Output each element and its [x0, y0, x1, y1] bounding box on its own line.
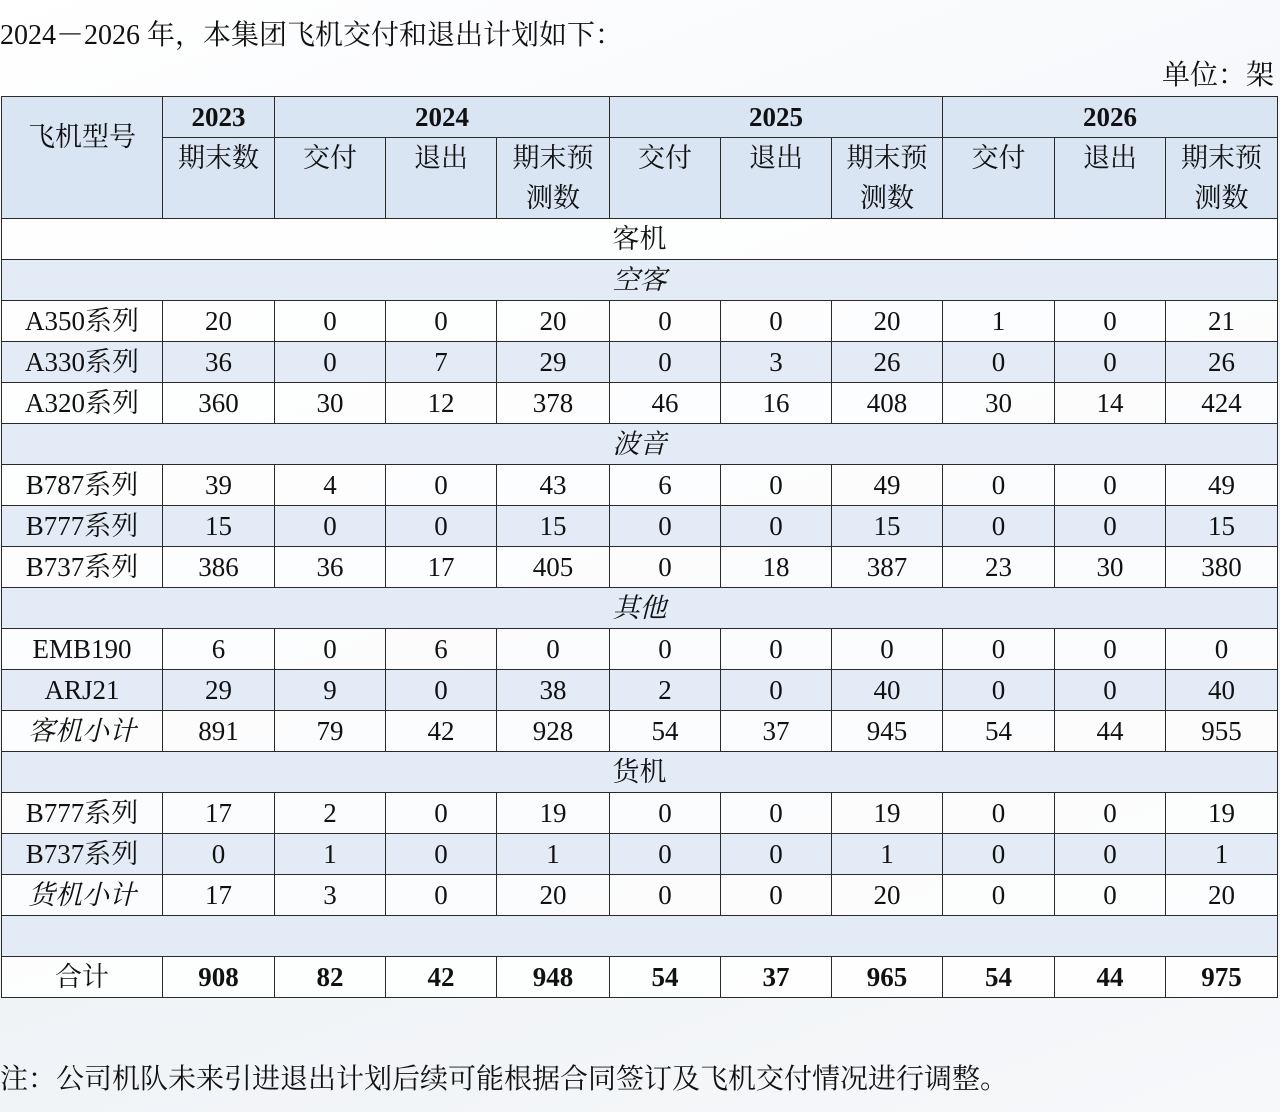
cell-deliver-2025: 0: [610, 547, 721, 588]
cell-deliver-2025: 0: [610, 506, 721, 547]
cell-forecast-2025: 945: [832, 711, 943, 752]
cell-deliver-2024: 82: [275, 957, 386, 998]
cell-end-count-2023: 29: [163, 670, 275, 711]
cell-forecast-2026: 955: [1166, 711, 1278, 752]
cell-end-count-2023: 17: [163, 793, 275, 834]
cell-aircraft-type: EMB190: [2, 629, 163, 670]
cell-deliver-2024: 0: [275, 342, 386, 383]
year-header-2024: 2024: [275, 97, 610, 138]
cell-forecast-2024: 378: [497, 383, 610, 424]
cell-forecast-2025: 26: [832, 342, 943, 383]
section-label-other: 其他: [2, 588, 1278, 629]
cell-forecast-2024: 38: [497, 670, 610, 711]
cell-forecast-2025: 49: [832, 465, 943, 506]
cell-deliver-2024: 1: [275, 834, 386, 875]
cell-retire-2026: 0: [1055, 301, 1166, 342]
cell-deliver-2026: 0: [943, 342, 1055, 383]
table-row: [2, 629, 1278, 670]
cell-deliver-2024: 0: [275, 301, 386, 342]
table-row-total: [2, 957, 1278, 998]
cell-retire-2026: 0: [1055, 793, 1166, 834]
cell-end-count-2023: 0: [163, 834, 275, 875]
cell-forecast-2026: 1: [1166, 834, 1278, 875]
cell-forecast-2024: 29: [497, 342, 610, 383]
cell-retire-2025: 0: [721, 506, 832, 547]
cell-forecast-2025: 387: [832, 547, 943, 588]
cell-retire-2025: 0: [721, 670, 832, 711]
section-label-airbus: 空客: [2, 260, 1278, 301]
table-row: [2, 465, 1278, 506]
col-header-retire-2025: 退出: [721, 138, 832, 219]
cell-forecast-2025: 965: [832, 957, 943, 998]
unit-label: 单位：架: [1161, 60, 1274, 91]
cell-retire-2025: 3: [721, 342, 832, 383]
table-row: [2, 547, 1278, 588]
cell-forecast-2024: 405: [497, 547, 610, 588]
cell-deliver-2026: 0: [943, 670, 1055, 711]
cell-deliver-2025: 0: [610, 834, 721, 875]
table-row: [2, 711, 1278, 752]
cell-retire-2024: 0: [386, 670, 497, 711]
table-row: [2, 342, 1278, 383]
empty-cell: [2, 916, 1278, 957]
cell-forecast-2024: 20: [497, 875, 610, 916]
cell-forecast-2025: 20: [832, 875, 943, 916]
cell-retire-2024: 12: [386, 383, 497, 424]
cell-retire-2024: 17: [386, 547, 497, 588]
cell-forecast-2026: 20: [1166, 875, 1278, 916]
cell-aircraft-type: A320系列: [2, 383, 163, 424]
cell-forecast-2024: 0: [497, 629, 610, 670]
cell-deliver-2026: 0: [943, 629, 1055, 670]
table-row: [2, 383, 1278, 424]
cell-forecast-2025: 40: [832, 670, 943, 711]
table-row: [2, 670, 1278, 711]
table-row: [2, 301, 1278, 342]
cell-retire-2025: 0: [721, 793, 832, 834]
cell-retire-2024: 6: [386, 629, 497, 670]
cell-deliver-2025: 46: [610, 383, 721, 424]
cell-end-count-2023: 360: [163, 383, 275, 424]
cell-deliver-2024: 0: [275, 506, 386, 547]
cell-forecast-2026: 26: [1166, 342, 1278, 383]
cell-retire-2025: 0: [721, 875, 832, 916]
cell-deliver-2024: 79: [275, 711, 386, 752]
section-label-passenger: 客机: [2, 219, 1278, 260]
cell-forecast-2024: 928: [497, 711, 610, 752]
cell-retire-2025: 0: [721, 834, 832, 875]
cell-retire-2026: 0: [1055, 670, 1166, 711]
col-header-aircraft-type: 飞机型号: [2, 97, 163, 219]
cell-deliver-2025: 0: [610, 301, 721, 342]
cell-end-count-2023: 17: [163, 875, 275, 916]
col-header-forecast-2026: 期末预测数: [1166, 138, 1278, 219]
cell-deliver-2025: 54: [610, 957, 721, 998]
cell-forecast-2025: 408: [832, 383, 943, 424]
cell-end-count-2023: 908: [163, 957, 275, 998]
cell-retire-2026: 14: [1055, 383, 1166, 424]
cell-deliver-2024: 2: [275, 793, 386, 834]
cell-forecast-2025: 0: [832, 629, 943, 670]
cell-deliver-2026: 54: [943, 711, 1055, 752]
cell-aircraft-type: B737系列: [2, 547, 163, 588]
cell-deliver-2025: 0: [610, 342, 721, 383]
cell-retire-2024: 0: [386, 834, 497, 875]
cell-retire-2026: 0: [1055, 342, 1166, 383]
col-header-deliver-2024: 交付: [275, 138, 386, 219]
cell-retire-2026: 44: [1055, 957, 1166, 998]
cell-forecast-2026: 40: [1166, 670, 1278, 711]
cell-deliver-2025: 0: [610, 629, 721, 670]
cell-deliver-2026: 30: [943, 383, 1055, 424]
section-row-boeing: [2, 424, 1278, 465]
cell-retire-2024: 0: [386, 301, 497, 342]
cell-retire-2026: 30: [1055, 547, 1166, 588]
col-header-retire-2024: 退出: [386, 138, 497, 219]
cell-aircraft-type: 货机小计: [2, 875, 163, 916]
cell-aircraft-type: A330系列: [2, 342, 163, 383]
cell-deliver-2024: 3: [275, 875, 386, 916]
col-header-deliver-2026: 交付: [943, 138, 1055, 219]
table-row: [2, 793, 1278, 834]
section-label-cargo: 货机: [2, 752, 1278, 793]
cell-deliver-2024: 36: [275, 547, 386, 588]
cell-aircraft-type: B787系列: [2, 465, 163, 506]
section-row-other: [2, 588, 1278, 629]
cell-forecast-2024: 948: [497, 957, 610, 998]
cell-retire-2026: 0: [1055, 506, 1166, 547]
table-row: [2, 875, 1278, 916]
cell-deliver-2025: 6: [610, 465, 721, 506]
col-header-retire-2026: 退出: [1055, 138, 1166, 219]
year-header-2025: 2025: [610, 97, 943, 138]
cell-forecast-2026: 0: [1166, 629, 1278, 670]
cell-end-count-2023: 386: [163, 547, 275, 588]
cell-deliver-2025: 0: [610, 793, 721, 834]
cell-deliver-2025: 2: [610, 670, 721, 711]
cell-forecast-2025: 1: [832, 834, 943, 875]
cell-deliver-2026: 1: [943, 301, 1055, 342]
cell-retire-2025: 37: [721, 711, 832, 752]
cell-retire-2025: 0: [721, 301, 832, 342]
cell-end-count-2023: 891: [163, 711, 275, 752]
cell-end-count-2023: 20: [163, 301, 275, 342]
cell-deliver-2026: 54: [943, 957, 1055, 998]
cell-retire-2024: 0: [386, 506, 497, 547]
cell-deliver-2024: 30: [275, 383, 386, 424]
fleet-plan-table: [1, 96, 1278, 998]
cell-forecast-2024: 1: [497, 834, 610, 875]
cell-deliver-2026: 0: [943, 793, 1055, 834]
cell-retire-2026: 0: [1055, 465, 1166, 506]
cell-aircraft-type: 合计: [2, 957, 163, 998]
cell-forecast-2026: 380: [1166, 547, 1278, 588]
cell-forecast-2024: 19: [497, 793, 610, 834]
cell-forecast-2024: 20: [497, 301, 610, 342]
cell-deliver-2025: 0: [610, 875, 721, 916]
section-row-airbus: [2, 260, 1278, 301]
cell-retire-2024: 0: [386, 793, 497, 834]
cell-forecast-2026: 21: [1166, 301, 1278, 342]
cell-retire-2026: 0: [1055, 834, 1166, 875]
col-header-deliver-2025: 交付: [610, 138, 721, 219]
cell-retire-2025: 18: [721, 547, 832, 588]
cell-forecast-2025: 19: [832, 793, 943, 834]
intro-text: 2024－2026 年，本集团飞机交付和退出计划如下：: [0, 20, 624, 51]
cell-retire-2026: 0: [1055, 629, 1166, 670]
cell-forecast-2026: 975: [1166, 957, 1278, 998]
year-header-2023: 2023: [163, 97, 275, 138]
cell-forecast-2026: 49: [1166, 465, 1278, 506]
cell-retire-2025: 0: [721, 465, 832, 506]
cell-aircraft-type: 客机小计: [2, 711, 163, 752]
col-header-forecast-2024: 期末预测数: [497, 138, 610, 219]
cell-end-count-2023: 36: [163, 342, 275, 383]
cell-deliver-2026: 0: [943, 834, 1055, 875]
cell-deliver-2024: 4: [275, 465, 386, 506]
cell-retire-2025: 0: [721, 629, 832, 670]
cell-retire-2025: 16: [721, 383, 832, 424]
cell-deliver-2026: 0: [943, 506, 1055, 547]
table-row: [2, 506, 1278, 547]
cell-retire-2026: 44: [1055, 711, 1166, 752]
header-row-years: [2, 97, 1278, 138]
cell-aircraft-type: ARJ21: [2, 670, 163, 711]
year-header-2026: 2026: [943, 97, 1278, 138]
cell-end-count-2023: 39: [163, 465, 275, 506]
cell-forecast-2025: 20: [832, 301, 943, 342]
cell-retire-2024: 42: [386, 957, 497, 998]
cell-retire-2024: 42: [386, 711, 497, 752]
cell-deliver-2024: 0: [275, 629, 386, 670]
cell-end-count-2023: 15: [163, 506, 275, 547]
section-label-boeing: 波音: [2, 424, 1278, 465]
cell-aircraft-type: B777系列: [2, 793, 163, 834]
cell-aircraft-type: B777系列: [2, 506, 163, 547]
cell-retire-2024: 0: [386, 875, 497, 916]
cell-end-count-2023: 6: [163, 629, 275, 670]
cell-deliver-2024: 9: [275, 670, 386, 711]
section-row-cargo: [2, 752, 1278, 793]
cell-deliver-2026: 0: [943, 875, 1055, 916]
col-header-forecast-2025: 期末预测数: [832, 138, 943, 219]
cell-aircraft-type: A350系列: [2, 301, 163, 342]
cell-forecast-2026: 19: [1166, 793, 1278, 834]
cell-forecast-2026: 424: [1166, 383, 1278, 424]
footnote: 注：公司机队未来引进退出计划后续可能根据合同签订及飞机交付情况进行调整。: [0, 1064, 1009, 1095]
cell-forecast-2024: 15: [497, 506, 610, 547]
cell-retire-2025: 37: [721, 957, 832, 998]
col-header-end-count-2023: 期末数: [163, 138, 275, 219]
cell-retire-2026: 0: [1055, 875, 1166, 916]
cell-forecast-2026: 15: [1166, 506, 1278, 547]
cell-deliver-2026: 0: [943, 465, 1055, 506]
cell-retire-2024: 7: [386, 342, 497, 383]
header-row-metrics: [2, 138, 1278, 219]
cell-deliver-2026: 23: [943, 547, 1055, 588]
cell-aircraft-type: B737系列: [2, 834, 163, 875]
section-row-passenger: [2, 219, 1278, 260]
cell-deliver-2025: 54: [610, 711, 721, 752]
table-row: [2, 834, 1278, 875]
cell-forecast-2024: 43: [497, 465, 610, 506]
spacer-row: [2, 916, 1278, 957]
cell-forecast-2025: 15: [832, 506, 943, 547]
cell-retire-2024: 0: [386, 465, 497, 506]
